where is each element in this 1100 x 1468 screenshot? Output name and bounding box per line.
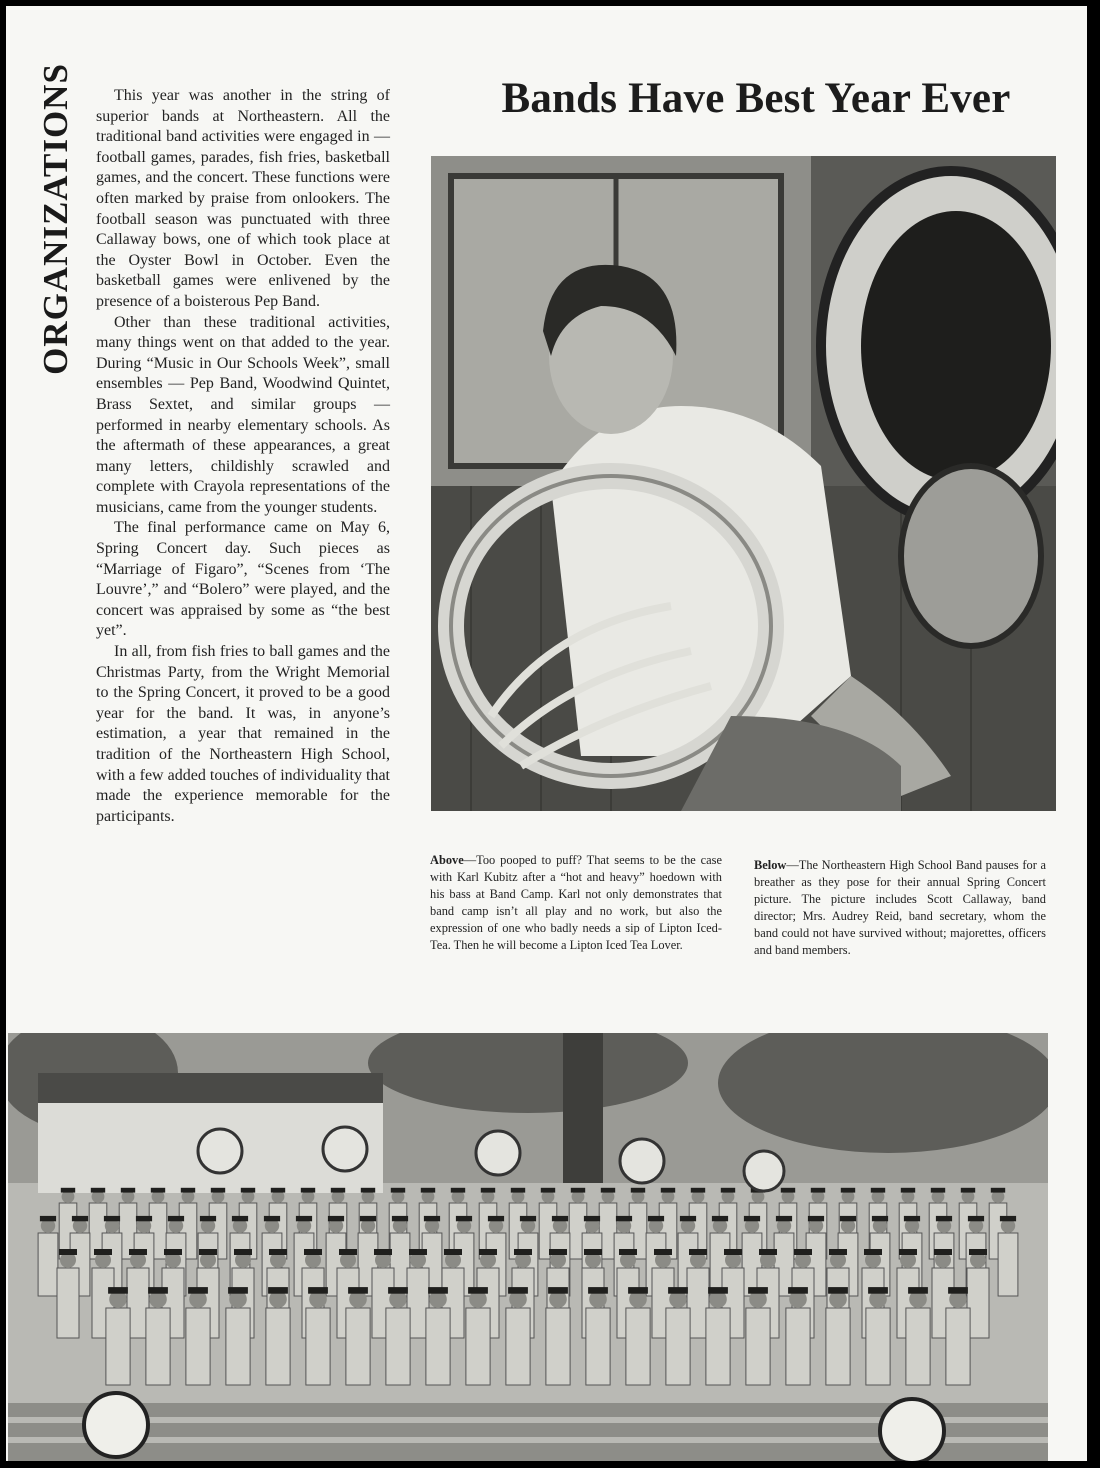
- caption-above: [430, 852, 722, 954]
- article-paragraph: In all, from fish fries to ball games and the Christmas Party, from the Wright Memorial to the Spring Concert, it proved to be a good year for the band. It was, in anyone’s estimation, a year that remained in the tradition of the Northeastern High School, with a few added touches of individuality that made the experience memorable for the participants.: [96, 643, 390, 825]
- section-label: [34, 63, 78, 375]
- page-headline: Bands Have Best Year Ever: [501, 75, 1011, 122]
- article-paragraph: The final performance came on May 6, Spring Concert day. Such pieces as “Marriage of Figaro”, “Scenes from ‘The Louvre’,” and “Bolero” were played, and the concert was appraised by some as “the best yet”.: [96, 519, 390, 640]
- band-group-photo: [8, 1033, 1048, 1461]
- caption-below: [754, 857, 1046, 959]
- caption-above-lead: Above: [430, 853, 464, 867]
- caption-below-lead: Below: [754, 858, 787, 872]
- article-paragraph: This year was another in the string of superior bands at Northeastern. All the traditional band activities were engaged in — football games, parades, fish fries, basketball games, and the concert. These functions were often marked by praise from onlookers. The football season was punctuated with three Callaway bows, one of which took place at the Oyster Bowl in October. Even the basketball games were enlivened by the presence of a boisterous Pep Band.: [96, 87, 390, 310]
- sousaphone-player-photo: [431, 156, 1056, 811]
- caption-above-text: —Too pooped to puff? That seems to be the case with Karl Kubitz after a “hot and heavy” hoedown with his bass at Band Camp. Karl not only demonstrates that band camp isn’t all play and no work, but also the expression of one who badly needs a sip of Lipton Iced-Tea. Then he will become a Lipton Iced Tea Lover.: [430, 853, 722, 952]
- caption-below-text: —The Northeastern High School Band pauses for a breather as they pose for their annual Spring Concert picture. The picture includes Scott Callaway, band director; Mrs. Audrey Reid, band secretary, whom the band could not have survived without; majorettes, officers and band members.: [754, 858, 1046, 957]
- article-body: [96, 86, 390, 827]
- article-paragraph: Other than these traditional activities, many things went on that added to the year. During “Music in Our Schools Week”, small ensembles — Pep Band, Woodwind Quintet, Brass Sextet, and similar groups — performed in nearby elementary schools. As the aftermath of these appearances, a great many letters, childishly scrawled and complete with Crayola representations of the musicians, came from the younger students.: [96, 313, 390, 516]
- section-label-text: ORGANIZATIONS: [36, 63, 75, 375]
- yearbook-page: [6, 6, 1087, 1461]
